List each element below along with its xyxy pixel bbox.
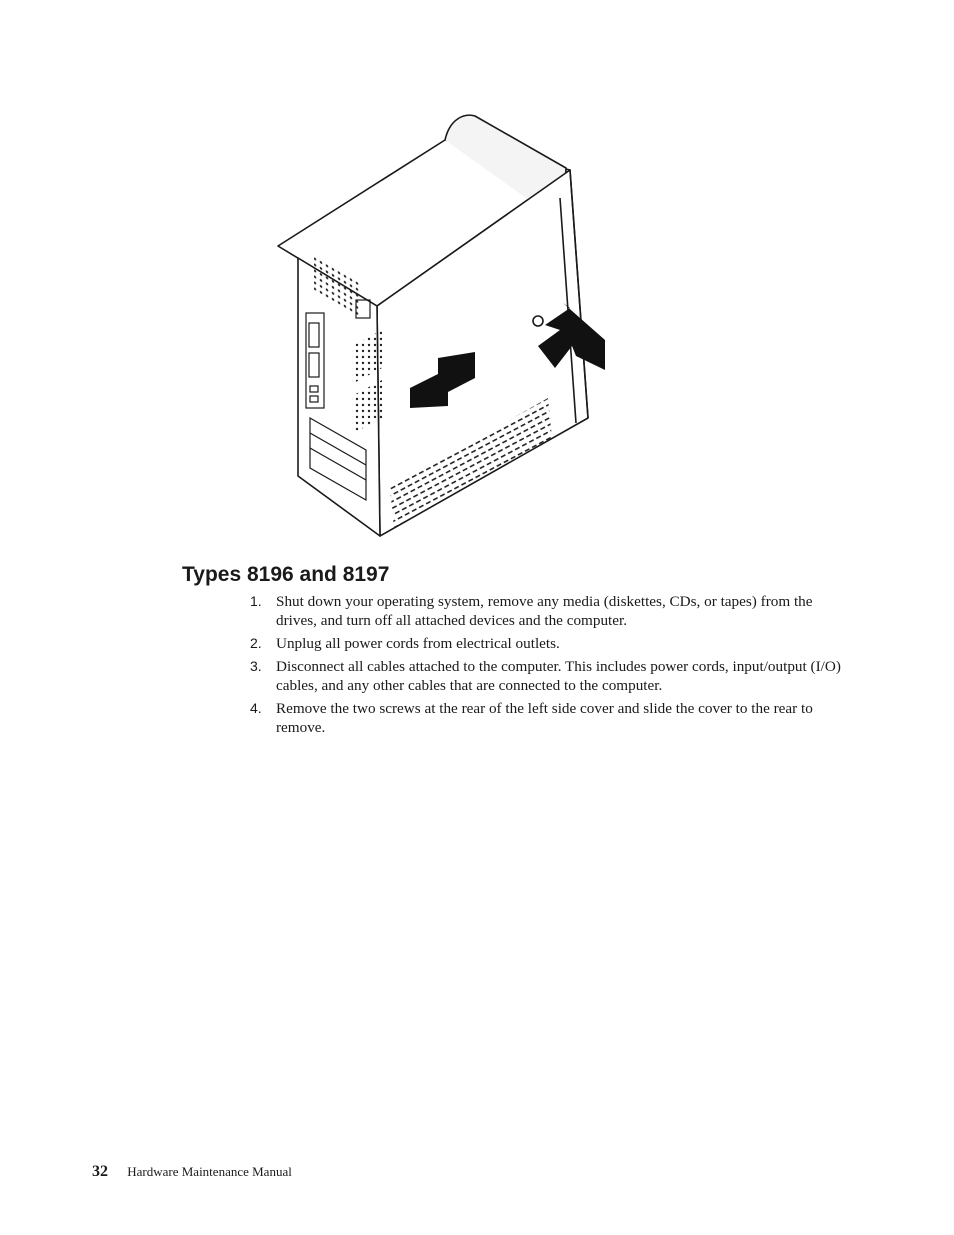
step-number: 3.: [250, 658, 262, 674]
page-number: 32: [92, 1163, 108, 1180]
step-number: 4.: [250, 700, 262, 716]
list-item: [250, 657, 842, 695]
cover-removal-illustration: [270, 108, 615, 540]
manual-title: Hardware Maintenance Manual: [127, 1164, 292, 1179]
step-text: Unplug all power cords from electrical outlets.: [276, 635, 560, 652]
procedure-steps: [250, 592, 842, 741]
list-item: [250, 634, 842, 653]
list-item: [250, 699, 842, 737]
page-footer: [92, 1162, 292, 1182]
section-title: Types 8196 and 8197: [182, 563, 390, 586]
step-text: Remove the two screws at the rear of the left side cover and slide the cover to the rear to remove.: [276, 700, 813, 736]
step-number: 2.: [250, 635, 262, 651]
computer-tower-drawing: [270, 108, 615, 540]
screw-icon: [533, 316, 543, 326]
list-item: [250, 592, 842, 630]
step-text: Shut down your operating system, remove any media (diskettes, CDs, or tapes) from the drives, and turn off all attached devices and the computer.: [276, 593, 813, 629]
step-number: 1.: [250, 593, 262, 609]
step-text: Disconnect all cables attached to the computer. This includes power cords, input/output (I/O) cables, and any other cables that are connected to the computer.: [276, 658, 841, 694]
